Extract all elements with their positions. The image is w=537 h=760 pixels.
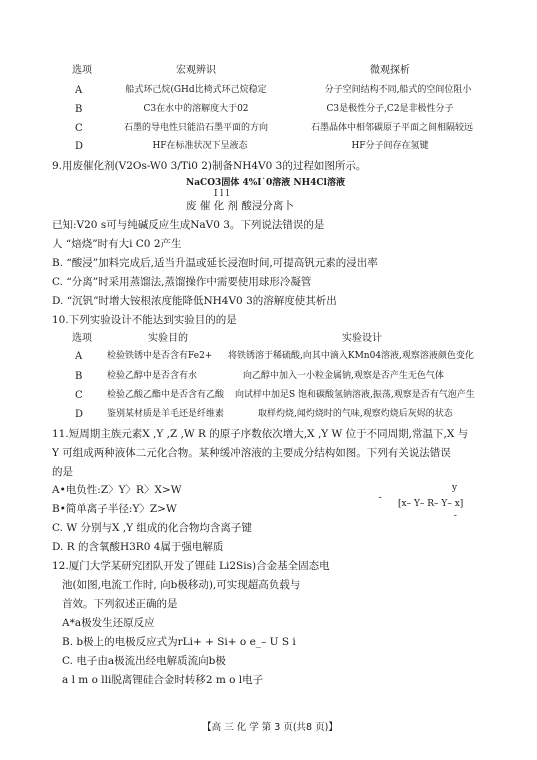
q11-option-b: B•简单离子半径:Y〉Z>W xyxy=(52,503,177,515)
table8-row-micro: 石墨晶体中相邻碳原子平面之间相隔较远 xyxy=(310,123,474,133)
q9-flow-reagents: NaCO3固体 4%Ⅰ˙0溶液 NH4Cl溶液 xyxy=(186,178,345,188)
table8-row-macro: C3在水中的溶解度大于02 xyxy=(143,104,249,114)
table10-row-label: D xyxy=(75,409,84,420)
q12-option-a: A*a极发生还原反应 xyxy=(62,617,155,629)
q9-option-d: D. “沉钒”时增大铵根浓度能降低NH4V0 3的溶解度使其析出 xyxy=(52,295,337,307)
table8-header-macro: 宏观辨识 xyxy=(176,65,216,76)
table10-header-purpose: 实验目的 xyxy=(148,333,188,344)
table10-row-purpose: 检验铁锈中是否含有Fe2+ xyxy=(107,351,213,361)
table10-row-design: 取样灼烧,闻灼烧时的气味,观察灼烧后灰烬的状态 xyxy=(258,409,453,419)
page-footer: 【高 三 化 学 第 3 页(共8 页)】 xyxy=(202,722,338,733)
q11-figure-top-atom: y xyxy=(452,483,458,493)
table10-row-purpose: 检验乙醇中是否含有水 xyxy=(107,371,198,381)
table8-header-option: 选项 xyxy=(72,65,92,76)
q11-option-c: C. W 分别与X ,Y 组成的化合物均含离子键 xyxy=(52,522,252,534)
q11-figure-chain: [x– Y– R– Y– x] xyxy=(398,499,464,509)
table10-row-purpose: 检验乙酸乙酯中是否含有乙酸 xyxy=(107,390,225,400)
q11-option-a: A•电负性:Z〉Y〉R〉X>W xyxy=(52,484,182,496)
q11-figure-dash: ˉ xyxy=(378,497,383,507)
table8-row-micro: HF分子间存在氢键 xyxy=(351,141,429,151)
q12-option-c: C. 电子由a极流出经电解质流向b极 xyxy=(62,655,226,667)
table10-header-design: 实验设计 xyxy=(342,333,382,344)
table8-row-micro: C3是极性分子,C2是非极性分子 xyxy=(326,104,454,114)
q9-option-a: 人 “焙烧”时有大i C0 2产生 xyxy=(52,238,182,250)
q9-option-b: B. “酸浸”加料完成后,适当升温或延长浸泡时间,可提高钒元素的浸出率 xyxy=(52,257,378,269)
table10-row-label: A xyxy=(75,351,83,362)
q11-stem-line1: 11.短周期主族元素X ,Y ,Z ,W R 的原子序数依次增大,X ,Y W 位于不同周期,常温下,X 与 xyxy=(52,428,469,440)
table10-header-option: 选项 xyxy=(72,333,92,344)
q11-stem-line2: Y 可组成两种液体二元化合物。某种缓冲溶液的主要成分结构如图。下列有关说法错误 xyxy=(52,447,451,459)
q11-stem-line3: 的是 xyxy=(52,466,73,478)
table10-row-design: 将铁锈溶于稀硫酸,向其中滴入KMn04溶液,观察溶液颜色变化 xyxy=(228,351,474,361)
q12-option-b: B. b极上的电极反应式为rLi+ + Si+ o e_– U S i xyxy=(62,636,296,648)
q9-known: 已知:V20 s可与纯碱反应生成NaV0 3。下列说法错误的是 xyxy=(52,219,325,231)
table8-row-macro: HF在标准状况下呈液态 xyxy=(152,141,248,151)
q11-option-d: D. R 的含氧酸H3R0 4属于强电解质 xyxy=(52,541,224,553)
q9-flow-steps: 废 催 化 剂 酸浸分离卜 xyxy=(186,200,294,212)
q9-stem: 9.用废催化剂(V2Os-W0 3/Ti0 2)制备NH4V0 3的过程如图所示。 xyxy=(52,160,367,172)
table10-row-design: 向乙醇中加入一小粒金属钠,观察是否产生无色气体 xyxy=(243,371,444,381)
table8-row-macro: 船式环己烷(GHd比椅式环己烷稳定 xyxy=(125,85,267,95)
q9-flow-arrow-marks: I l l xyxy=(214,189,230,199)
q10-stem: 10.下列实验设计不能达到实验目的的是 xyxy=(52,314,237,326)
table8-row-macro: 石墨的导电性只能沿石墨平面的方向 xyxy=(123,123,269,133)
q12-stem-line3: 首效。下列叙述正确的是 xyxy=(62,598,178,610)
q12-stem-line2: 池(如图,电流工作时, 向b极移动),可实现超高负载与 xyxy=(62,579,301,591)
table8-header-micro: 微观探析 xyxy=(370,65,410,76)
table8-row-label: B xyxy=(75,104,83,115)
table8-row-label: C xyxy=(75,123,83,134)
q12-option-d: a l m o lli脱离锂硅合金时转移2 m o l电子 xyxy=(62,674,264,686)
table10-row-label: C xyxy=(75,390,83,401)
q9-option-c: C. “分离”时采用蒸馏法,蒸馏操作中需要使用球形冷凝管 xyxy=(52,276,312,288)
table10-row-purpose: 鉴别某材质是羊毛还是纤维素 xyxy=(107,409,225,419)
q12-stem-line1: 12.厦门大学某研究团队开发了锂硅 Li2Sis)合金基全固态电 xyxy=(52,560,330,572)
table10-row-design: 向试样中加足S 饱和碳酸氢钠溶液,振荡,观察是否有气泡产生 xyxy=(235,390,475,400)
table8-row-micro: 分子空间结构不同,船式的空间位阻小 xyxy=(324,85,472,95)
table10-row-label: B xyxy=(75,371,83,382)
table8-row-label: D xyxy=(75,141,84,152)
table8-row-label: A xyxy=(75,85,83,96)
q11-figure-charge: ˉ xyxy=(453,515,458,525)
